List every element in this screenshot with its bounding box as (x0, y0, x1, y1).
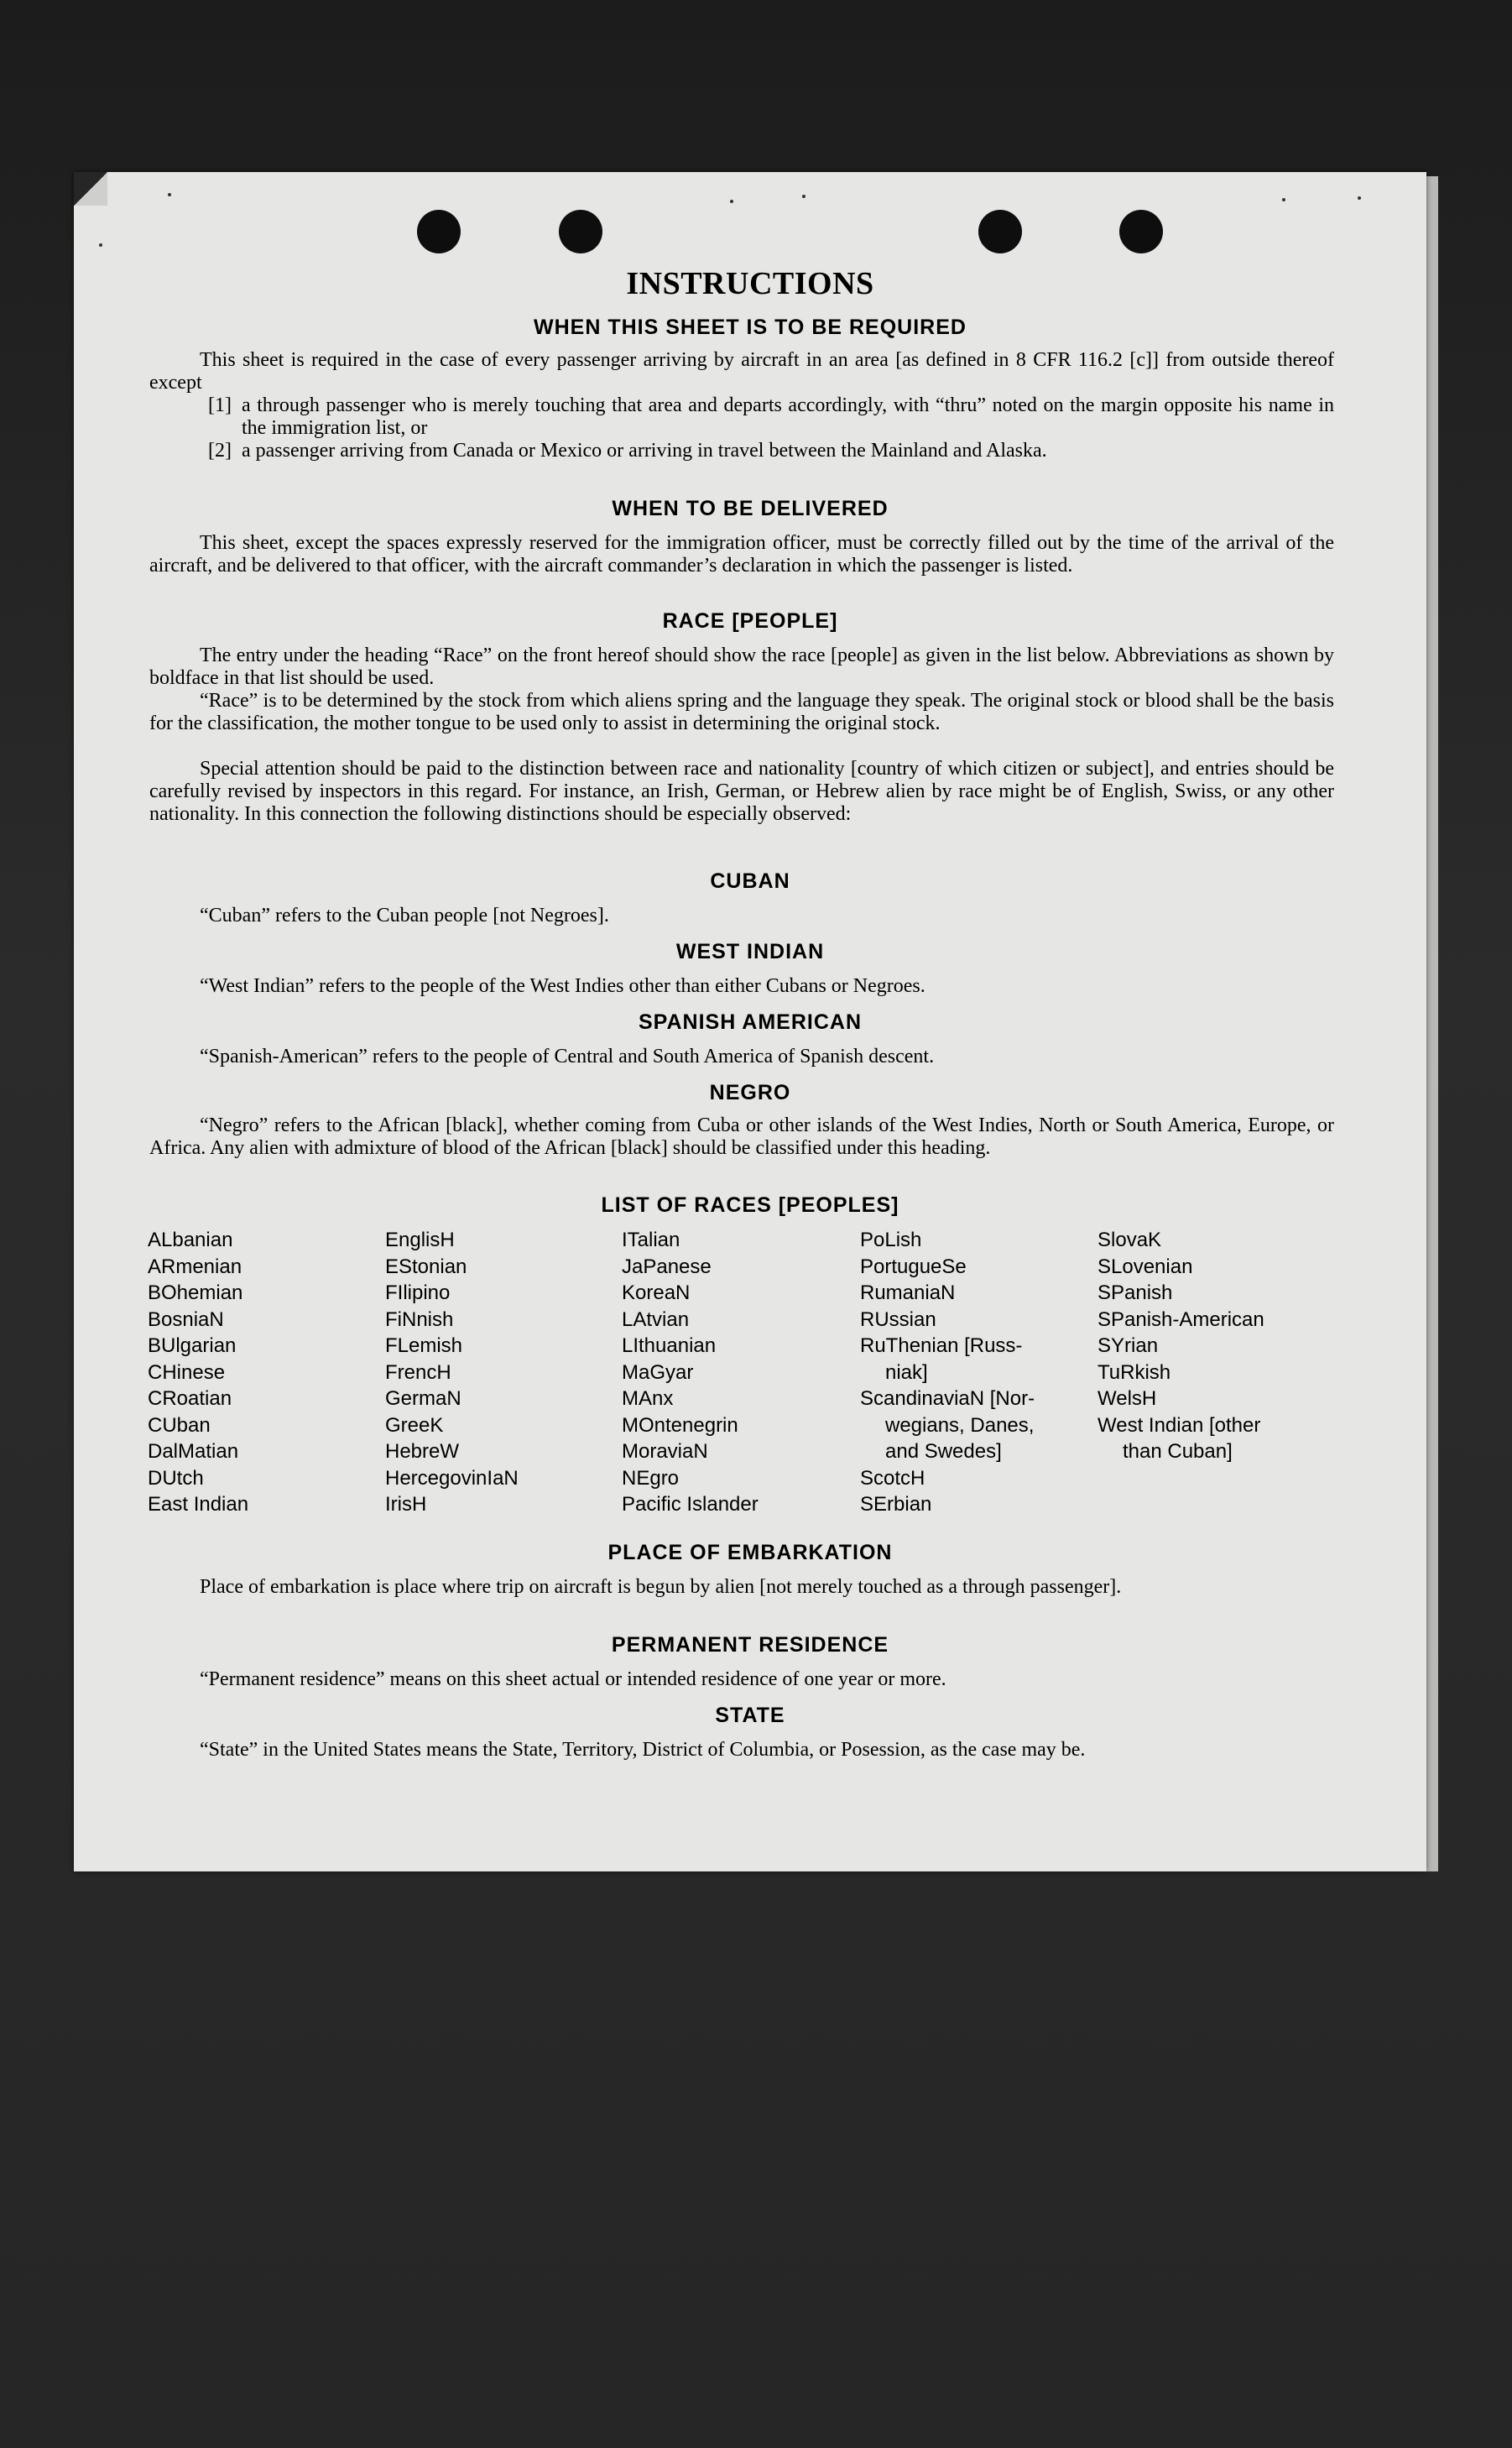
paragraph-state (149, 1739, 1334, 1762)
punch-hole (1119, 210, 1163, 253)
race-column-5 (1098, 1227, 1264, 1465)
speck (802, 195, 806, 198)
race-entry: ALbanian (148, 1229, 233, 1251)
heading-permanent-residence: PERMANENT RESIDENCE (611, 1633, 889, 1657)
race-entry: CUban (148, 1413, 211, 1437)
heading-spanish-american: SPANISH AMERICAN (638, 1010, 862, 1034)
race-entry: KoreaN (622, 1281, 691, 1304)
heading-when-delivered: WHEN TO BE DELIVERED (612, 497, 889, 520)
list-item-2 (208, 440, 1334, 462)
race-entry: HebreW (385, 1440, 460, 1463)
race-entry: West Indian [other (1098, 1413, 1261, 1437)
speck (1282, 198, 1285, 201)
race-entry: PortugueSe (860, 1255, 967, 1278)
race-entry: FIlipino (385, 1281, 451, 1304)
paragraph-embarkation-text: Place of embarkation is place where trip on aircraft is begun by alien [not merely touched as a through passenger]. (200, 1576, 1122, 1598)
race-entry: SPanish-American (1098, 1308, 1264, 1331)
race-entry: MOntenegrin (622, 1413, 738, 1437)
race-entry: BosniaN (148, 1308, 224, 1331)
paragraph-west-indian-text: “West Indian” refers to the people of the West Indies other than either Cubans or Negroes. (200, 975, 925, 997)
heading-negro: NEGRO (709, 1081, 791, 1104)
paper-edge (1426, 176, 1438, 1871)
race-entry: RumaniaN (860, 1281, 956, 1304)
speck (99, 243, 102, 247)
race-entry: GreeK (385, 1413, 444, 1437)
paragraph-negro (149, 1114, 1334, 1160)
heading-race: RACE [PEOPLE] (662, 609, 838, 633)
race-entry: HercegovinIaN (385, 1466, 519, 1490)
paragraph-state-text: “State” in the United States means the State, Territory, District of Columbia, or Posession, as the case may be. (200, 1739, 1086, 1761)
race-entry: LIthuanian (622, 1334, 717, 1357)
race-entry: ITalian (622, 1229, 680, 1251)
paragraph-delivered-text: This sheet, except the spaces expressly reserved for the immigration officer, must be correctly filled out by the time of the arrival of the aircraft, and be delivered to that officer, with the aircraft commander’s declaration in which the passenger is listed. (149, 532, 1334, 577)
punch-hole (978, 210, 1022, 253)
race-column-2 (385, 1227, 519, 1518)
list-item-text: a passenger arriving from Canada or Mexico or arriving in travel between the Mainland and Alaska. (242, 440, 1047, 462)
speck (730, 200, 733, 203)
list-item-text: a through passenger who is merely touching that area and departs accordingly, with “thru” noted on the margin opposite his name in the immigration list, or (242, 394, 1334, 439)
race-entry: SErbian (860, 1493, 932, 1516)
race-entry: SPanish (1098, 1281, 1173, 1304)
heading-west-indian: WEST INDIAN (675, 940, 825, 963)
race-entry: CRoatian (148, 1387, 232, 1410)
race-column-4 (860, 1227, 1035, 1518)
race-entry: RUssian (860, 1308, 936, 1331)
paragraph-race-2 (149, 690, 1334, 735)
paragraph-cuban (149, 905, 1334, 927)
race-entry: CHinese (148, 1360, 226, 1384)
paragraph-race-1-text: The entry under the heading “Race” on the front hereof should show the race [people] as given in the list below. Abbreviations as shown by boldface in that list should be used. (149, 645, 1334, 689)
race-entry: TuRkish (1098, 1360, 1171, 1384)
race-entry: GermaN (385, 1387, 461, 1410)
race-entry-continuation: niak] (885, 1360, 928, 1384)
paragraph-spanish-american-text: “Spanish-American” refers to the people of Central and South America of Spanish descent. (200, 1046, 935, 1067)
race-entry: SYrian (1098, 1334, 1159, 1357)
paragraph-race-1 (149, 645, 1334, 690)
paragraph-residence (149, 1668, 1334, 1691)
paragraph-cuban-text: “Cuban” refers to the Cuban people [not Negroes]. (200, 905, 609, 926)
punch-hole (559, 210, 602, 253)
punch-hole (417, 210, 461, 253)
race-entry: ARmenian (148, 1255, 242, 1278)
list-item-number: [2] (208, 440, 232, 462)
paragraph-race-2-text: “Race” is to be determined by the stock from which aliens spring and the language they speak. The original stock or blood shall be the basis for the classification, the mother tongue to be used only to assist in determining the original stock. (149, 690, 1334, 734)
speck (1358, 196, 1361, 200)
paragraph-required (149, 349, 1334, 394)
race-entry-continuation: and Swedes] (885, 1440, 1002, 1463)
race-entry: FLemish (385, 1334, 463, 1357)
race-entry: ScotcH (860, 1466, 925, 1490)
paragraph-delivered (149, 532, 1334, 577)
race-entry: FiNnish (385, 1308, 454, 1331)
race-entry: MaGyar (622, 1360, 694, 1384)
race-column-3 (622, 1227, 759, 1518)
race-entry: LAtvian (622, 1308, 690, 1331)
paragraph-west-indian (149, 975, 1334, 998)
document-title: INSTRUCTIONS (626, 266, 874, 301)
paragraph-embarkation (149, 1576, 1334, 1599)
race-entry: PoLish (860, 1229, 922, 1251)
race-entry: BUlgarian (148, 1334, 237, 1357)
paragraph-race-3-text: Special attention should be paid to the distinction between race and nationality [country of which citizen or subject], and entries should be carefully revised by inspectors in this regard. For instance, an Irish, German, or Hebrew alien by race might be of English, Swiss, or any other nationality. In this connection the following distinctions should be especially observed: (149, 758, 1334, 825)
folded-corner (74, 172, 107, 206)
race-entry: MoraviaN (622, 1440, 708, 1463)
race-entry: DUtch (148, 1466, 204, 1490)
race-entry: DalMatian (148, 1440, 239, 1463)
race-entry: BOhemian (148, 1281, 243, 1304)
paragraph-negro-text: “Negro” refers to the African [black], whether coming from Cuba or other islands of the West Indies, North or South America, Europe, or Africa. Any alien with admixture of blood of the African [black] should be classified under this heading. (149, 1114, 1334, 1159)
heading-when-required: WHEN THIS SHEET IS TO BE REQUIRED (534, 316, 967, 339)
race-entry: East Indian (148, 1493, 249, 1516)
paragraph-required-text: This sheet is required in the case of every passenger arriving by aircraft in an area [as defined in 8 CFR 116.2 [c]] from outside thereof except (149, 349, 1334, 394)
heading-state: STATE (715, 1704, 785, 1727)
paragraph-residence-text: “Permanent residence” means on this sheet actual or intended residence of one year or more. (200, 1668, 946, 1690)
list-item-number: [1] (208, 394, 232, 416)
race-entry: MAnx (622, 1387, 674, 1410)
race-entry: WelsH (1098, 1387, 1157, 1410)
race-entry: SlovaK (1098, 1229, 1162, 1251)
heading-place-of-embarkation: PLACE OF EMBARKATION (607, 1541, 893, 1564)
race-entry: RuThenian [Russ- (860, 1334, 1023, 1357)
heading-cuban: CUBAN (710, 869, 790, 893)
race-entry: ScandinaviaN [Nor- (860, 1387, 1035, 1410)
race-entry: NEgro (622, 1466, 680, 1490)
race-entry-continuation: wegians, Danes, (885, 1413, 1035, 1437)
race-entry-continuation: than Cuban] (1123, 1440, 1233, 1463)
race-entry: FrencH (385, 1360, 451, 1384)
race-entry: SLovenian (1098, 1255, 1193, 1278)
paragraph-spanish-american (149, 1046, 1334, 1068)
race-entry: EnglisH (385, 1229, 455, 1251)
list-item-1 (208, 394, 1334, 440)
race-entry: Pacific Islander (622, 1493, 759, 1516)
race-entry: IrisH (385, 1493, 427, 1516)
heading-list-of-races: LIST OF RACES [PEOPLES] (601, 1193, 899, 1217)
speck (168, 193, 171, 196)
race-column-1 (148, 1227, 248, 1518)
race-entry: JaPanese (622, 1255, 712, 1278)
race-entry: EStonian (385, 1255, 467, 1278)
paragraph-race-3 (149, 758, 1334, 826)
